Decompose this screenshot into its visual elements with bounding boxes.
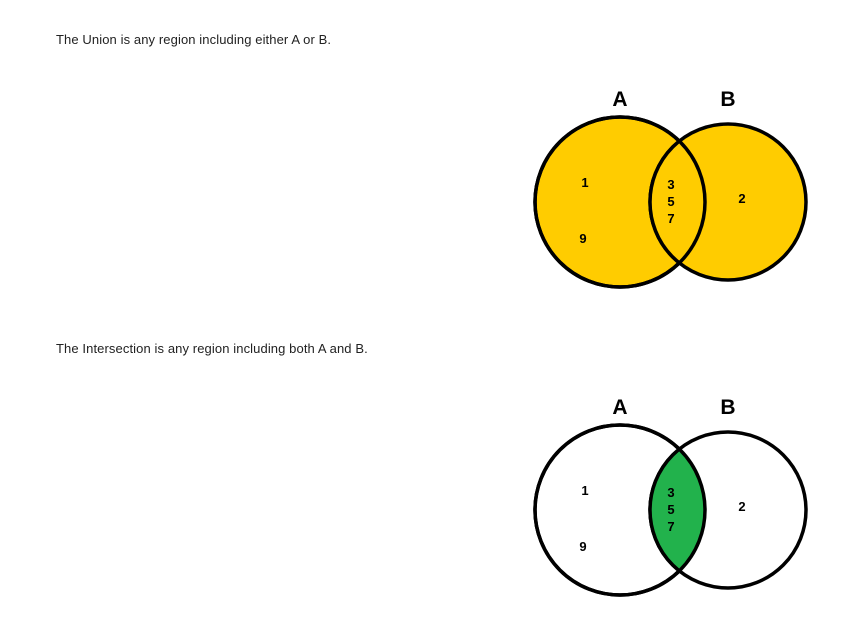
element-intersection-1: 3 <box>667 485 675 500</box>
element-a-only-1: 1 <box>581 175 589 190</box>
venn-diagram-intersection <box>500 388 820 618</box>
set-a-label: A <box>612 396 628 419</box>
element-intersection-3: 7 <box>667 519 675 534</box>
union-caption: The Union is any region including either A or B. <box>56 32 332 47</box>
element-intersection-2: 5 <box>667 502 675 517</box>
element-intersection-2: 5 <box>667 194 675 209</box>
venn-diagram-union <box>500 80 820 310</box>
element-b-only-1: 2 <box>738 191 746 206</box>
intersection-caption: The Intersection is any region including both A and B. <box>56 341 368 356</box>
element-a-only-2: 9 <box>579 231 587 246</box>
set-b-label: B <box>720 396 736 419</box>
set-b-label: B <box>720 88 736 111</box>
element-a-only-2: 9 <box>579 539 587 554</box>
element-a-only-1: 1 <box>581 483 589 498</box>
set-a-label: A <box>612 88 628 111</box>
element-b-only-1: 2 <box>738 499 746 514</box>
element-intersection-3: 7 <box>667 211 675 226</box>
element-intersection-1: 3 <box>667 177 675 192</box>
